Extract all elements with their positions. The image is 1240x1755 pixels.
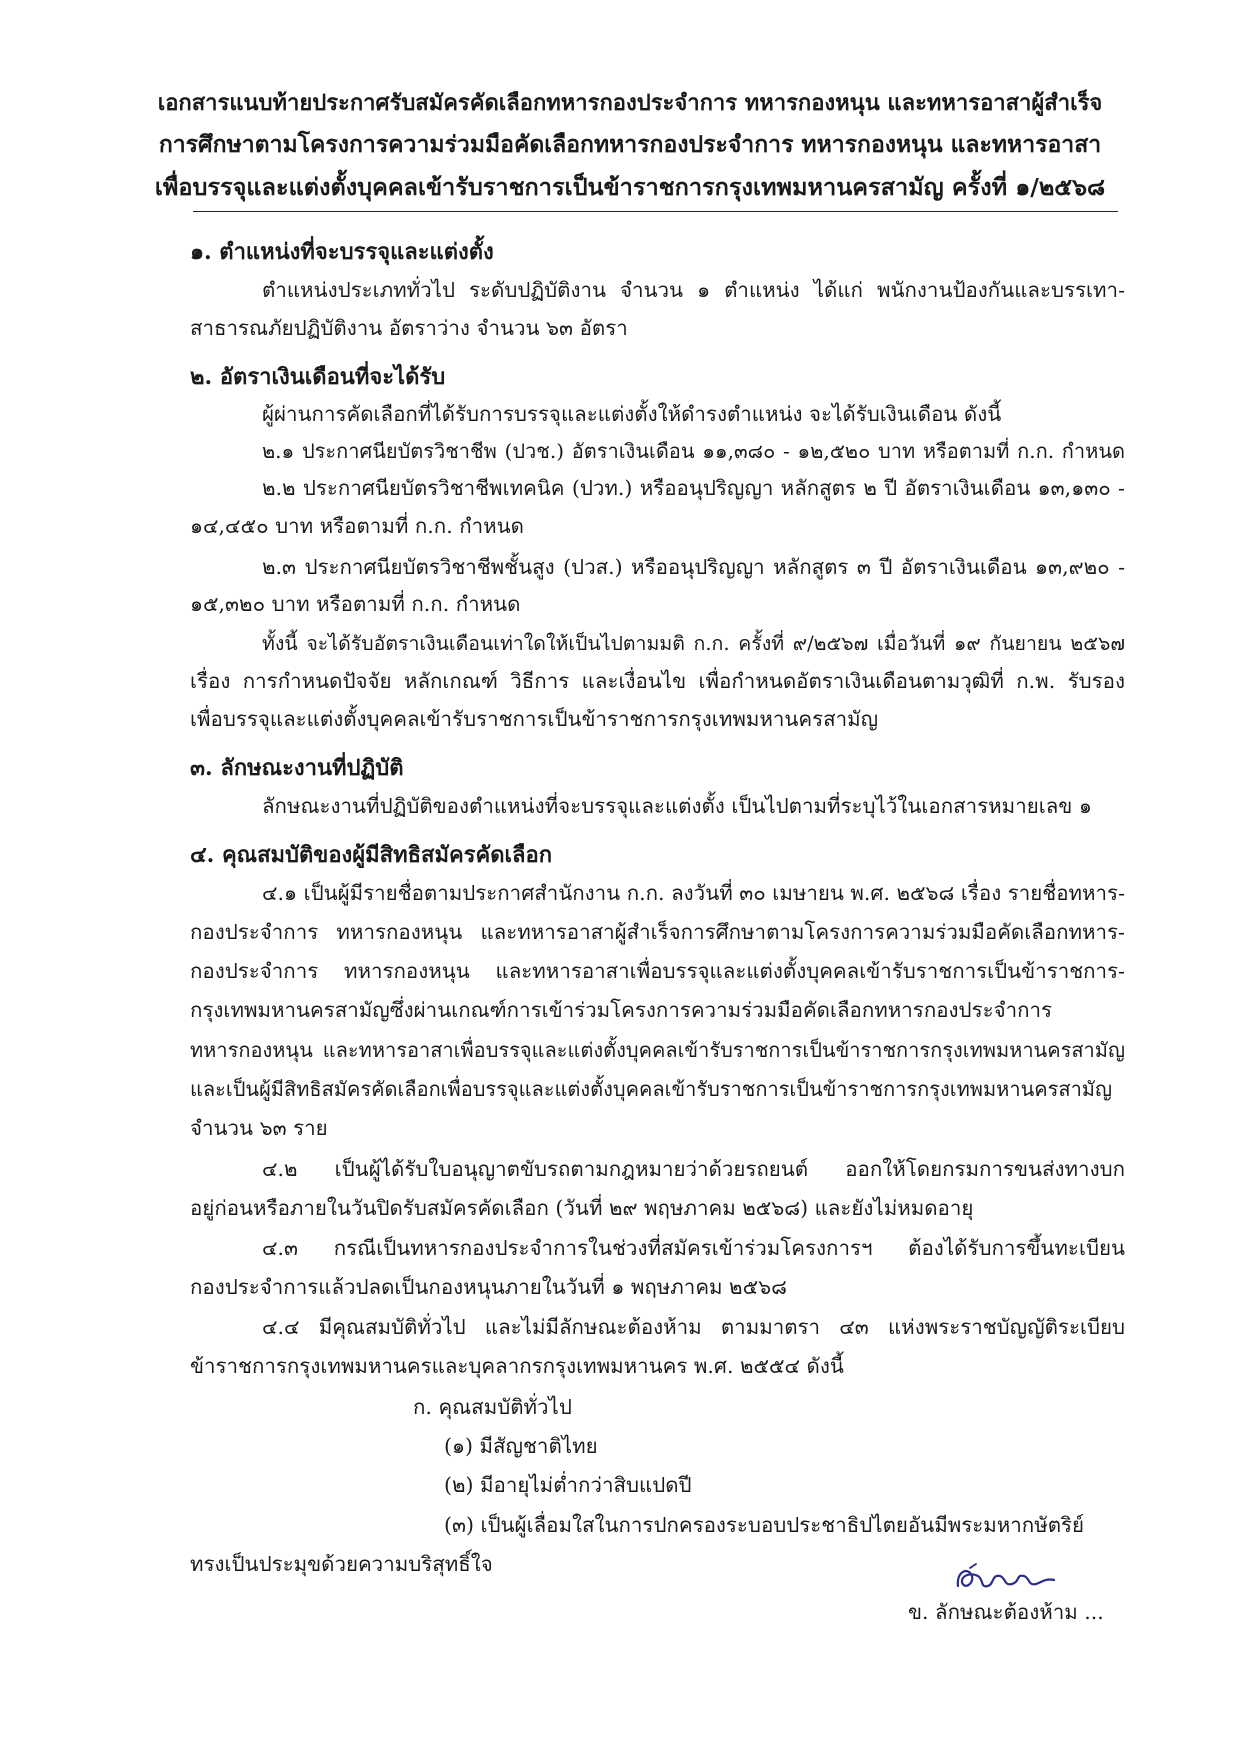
section-2-line: ๑๕,๓๒๐ บาท หรือตามที่ ก.ก. กำหนด: [190, 592, 521, 616]
section-4-line: กองประจำการ ทหารกองหนุน และทหารอาสาผู้สำเร็จการศึกษาตามโครงการความร่วมมือคัดเลือกทหาร-: [190, 920, 1125, 944]
section-2-line: เพื่อบรรจุและแต่งตั้งบุคคลเข้ารับราชการเป็นข้าราชการกรุงเทพมหานครสามัญ: [190, 707, 879, 731]
section-2-line: ๒.๓ ประกาศนียบัตรวิชาชีพชั้นสูง (ปวส.) หรืออนุปริญญา หลักสูตร ๓ ปี อัตราเงินเดือน ๑๓,๙๒๐ -: [262, 555, 1125, 579]
section-4-line: อยู่ก่อนหรือภายในวันปิดรับสมัครคัดเลือก (วันที่ ๒๙ พฤษภาคม ๒๕๖๘) และยังไม่หมดอายุ: [190, 1196, 974, 1220]
section-1-line: ตำแหน่งประเภททั่วไป ระดับปฏิบัติงาน จำนวน ๑ ตำแหน่ง ได้แก่ พนักงานป้องกันและบรรเทา-: [262, 278, 1125, 302]
section-4-line: และเป็นผู้มีสิทธิสมัครคัดเลือกเพื่อบรรจุและแต่งตั้งบุคคลเข้ารับราชการเป็นข้าราชการกรุงเทพมหานครสามัญ: [190, 1077, 1113, 1101]
section-4-line: กรุงเทพมหานครสามัญซึ่งผ่านเกณฑ์การเข้าร่วมโครงการความร่วมมือคัดเลือกทหารกองประจำการ: [190, 998, 1053, 1022]
qualification-item: (๒) มีอายุไม่ต่ำกว่าสิบแปดปี: [444, 1473, 692, 1497]
section-4-line: ๔.๔ มีคุณสมบัติทั่วไป และไม่มีลักษณะต้องห้าม ตามมาตรา ๔๓ แห่งพระราชบัญญัติระเบียบ: [262, 1315, 1125, 1339]
section-4-line: จำนวน ๖๓ ราย: [190, 1116, 328, 1140]
qualification-subheading: ก. คุณสมบัติทั่วไป: [413, 1395, 572, 1419]
qualification-item: (๓) เป็นผู้เลื่อมใสในการปกครองระบอบประชาธิปไตยอันมีพระมหากษัตริย์: [444, 1513, 1085, 1537]
section-4-line: ๔.๒ เป็นผู้ได้รับใบอนุญาตขับรถตามกฎหมายว่าด้วยรถยนต์ ออกให้โดยกรมการขนส่งทางบก: [262, 1157, 1125, 1181]
document-title: [150, 82, 1110, 208]
signature-mark: [950, 1562, 1060, 1598]
section-2-line: ผู้ผ่านการคัดเลือกที่ได้รับการบรรจุและแต่งตั้งให้ดำรงตำแหน่ง จะได้รับเงินเดือน ดังนี้: [262, 402, 1002, 426]
section-2-heading: ๒. อัตราเงินเดือนที่จะได้รับ: [190, 364, 446, 390]
section-4-heading: ๔. คุณสมบัติของผู้มีสิทธิสมัครคัดเลือก: [190, 842, 553, 868]
section-2-line: ๒.๒ ประกาศนียบัตรวิชาชีพเทคนิค (ปวท.) หรืออนุปริญญา หลักสูตร ๒ ปี อัตราเงินเดือน ๑๓,๑๓๐ -: [262, 476, 1125, 500]
section-4-line: ๔.๓ กรณีเป็นทหารกองประจำการในช่วงที่สมัครเข้าร่วมโครงการฯ ต้องได้รับการขึ้นทะเบียน: [262, 1236, 1125, 1260]
qualification-item-continued: ทรงเป็นประมุขด้วยความบริสุทธิ์ใจ: [190, 1552, 493, 1576]
title-divider: [193, 211, 1118, 212]
title-line: เพื่อบรรจุและแต่งตั้งบุคคลเข้ารับราชการเป็นข้าราชการกรุงเทพมหานครสามัญ ครั้งที่ ๑/๒๕๖๘: [154, 173, 1106, 201]
title-line: การศึกษาตามโครงการความร่วมมือคัดเลือกทหารกองประจำการ ทหารกองหนุน และทหารอาสา: [158, 131, 1102, 158]
section-4-line: กองประจำการ ทหารกองหนุน และทหารอาสาเพื่อบรรจุและแต่งตั้งบุคคลเข้ารับราชการเป็นข้าราชการ-: [190, 959, 1125, 983]
section-4-line: ข้าราชการกรุงเทพมหานครและบุคลากรกรุงเทพมหานคร พ.ศ. ๒๕๕๔ ดังนี้: [190, 1354, 844, 1378]
section-2-line: ทั้งนี้ จะได้รับอัตราเงินเดือนเท่าใดให้เป็นไปตามมติ ก.ก. ครั้งที่ ๙/๒๕๖๗ เมื่อวันที่ ๑๙ กันยายน ๒๕๖๗: [262, 632, 1125, 655]
section-2-line: ๑๔,๔๕๐ บาท หรือตามที่ ก.ก. กำหนด: [190, 514, 524, 538]
section-2-line: เรื่อง การกำหนดปัจจัย หลักเกณฑ์ วิธีการ และเงื่อนไข เพื่อกำหนดอัตราเงินเดือนตามวุฒิที่ ก.พ. รับรอง: [190, 669, 1125, 693]
section-4-line: กองประจำการแล้วปลดเป็นกองหนุนภายในวันที่ ๑ พฤษภาคม ๒๕๖๘: [190, 1275, 787, 1299]
qualification-item: (๑) มีสัญชาติไทย: [444, 1434, 598, 1458]
section-1-heading: ๑. ตำแหน่งที่จะบรรจุและแต่งตั้ง: [190, 239, 494, 265]
section-3-heading: ๓. ลักษณะงานที่ปฏิบัติ: [190, 755, 404, 781]
title-line: เอกสารแนบท้ายประกาศรับสมัครคัดเลือกทหารกองประจำการ ทหารกองหนุน และทหารอาสาผู้สำเร็จ: [157, 90, 1103, 116]
section-4-line: ทหารกองหนุน และทหารอาสาเพื่อบรรจุและแต่งตั้งบุคคลเข้ารับราชการเป็นข้าราชการกรุงเทพมหานครสามัญ: [190, 1038, 1125, 1062]
section-2-line: ๒.๑ ประกาศนียบัตรวิชาชีพ (ปวช.) อัตราเงินเดือน ๑๑,๓๘๐ - ๑๒,๕๒๐ บาท หรือตามที่ ก.ก. กำหนด: [262, 439, 1125, 463]
section-1-line: สาธารณภัยปฏิบัติงาน อัตราว่าง จำนวน ๖๓ อัตรา: [190, 316, 628, 340]
continuation-marker: ข. ลักษณะต้องห้าม ...: [908, 1600, 1104, 1624]
section-3-line: ลักษณะงานที่ปฏิบัติของตำแหน่งที่จะบรรจุและแต่งตั้ง เป็นไปตามที่ระบุไว้ในเอกสารหมายเลข ๑: [262, 794, 1092, 818]
section-4-line: ๔.๑ เป็นผู้มีรายชื่อตามประกาศสำนักงาน ก.ก. ลงวันที่ ๓๐ เมษายน พ.ศ. ๒๕๖๘ เรื่อง รายชื่อทหาร-: [262, 881, 1125, 905]
